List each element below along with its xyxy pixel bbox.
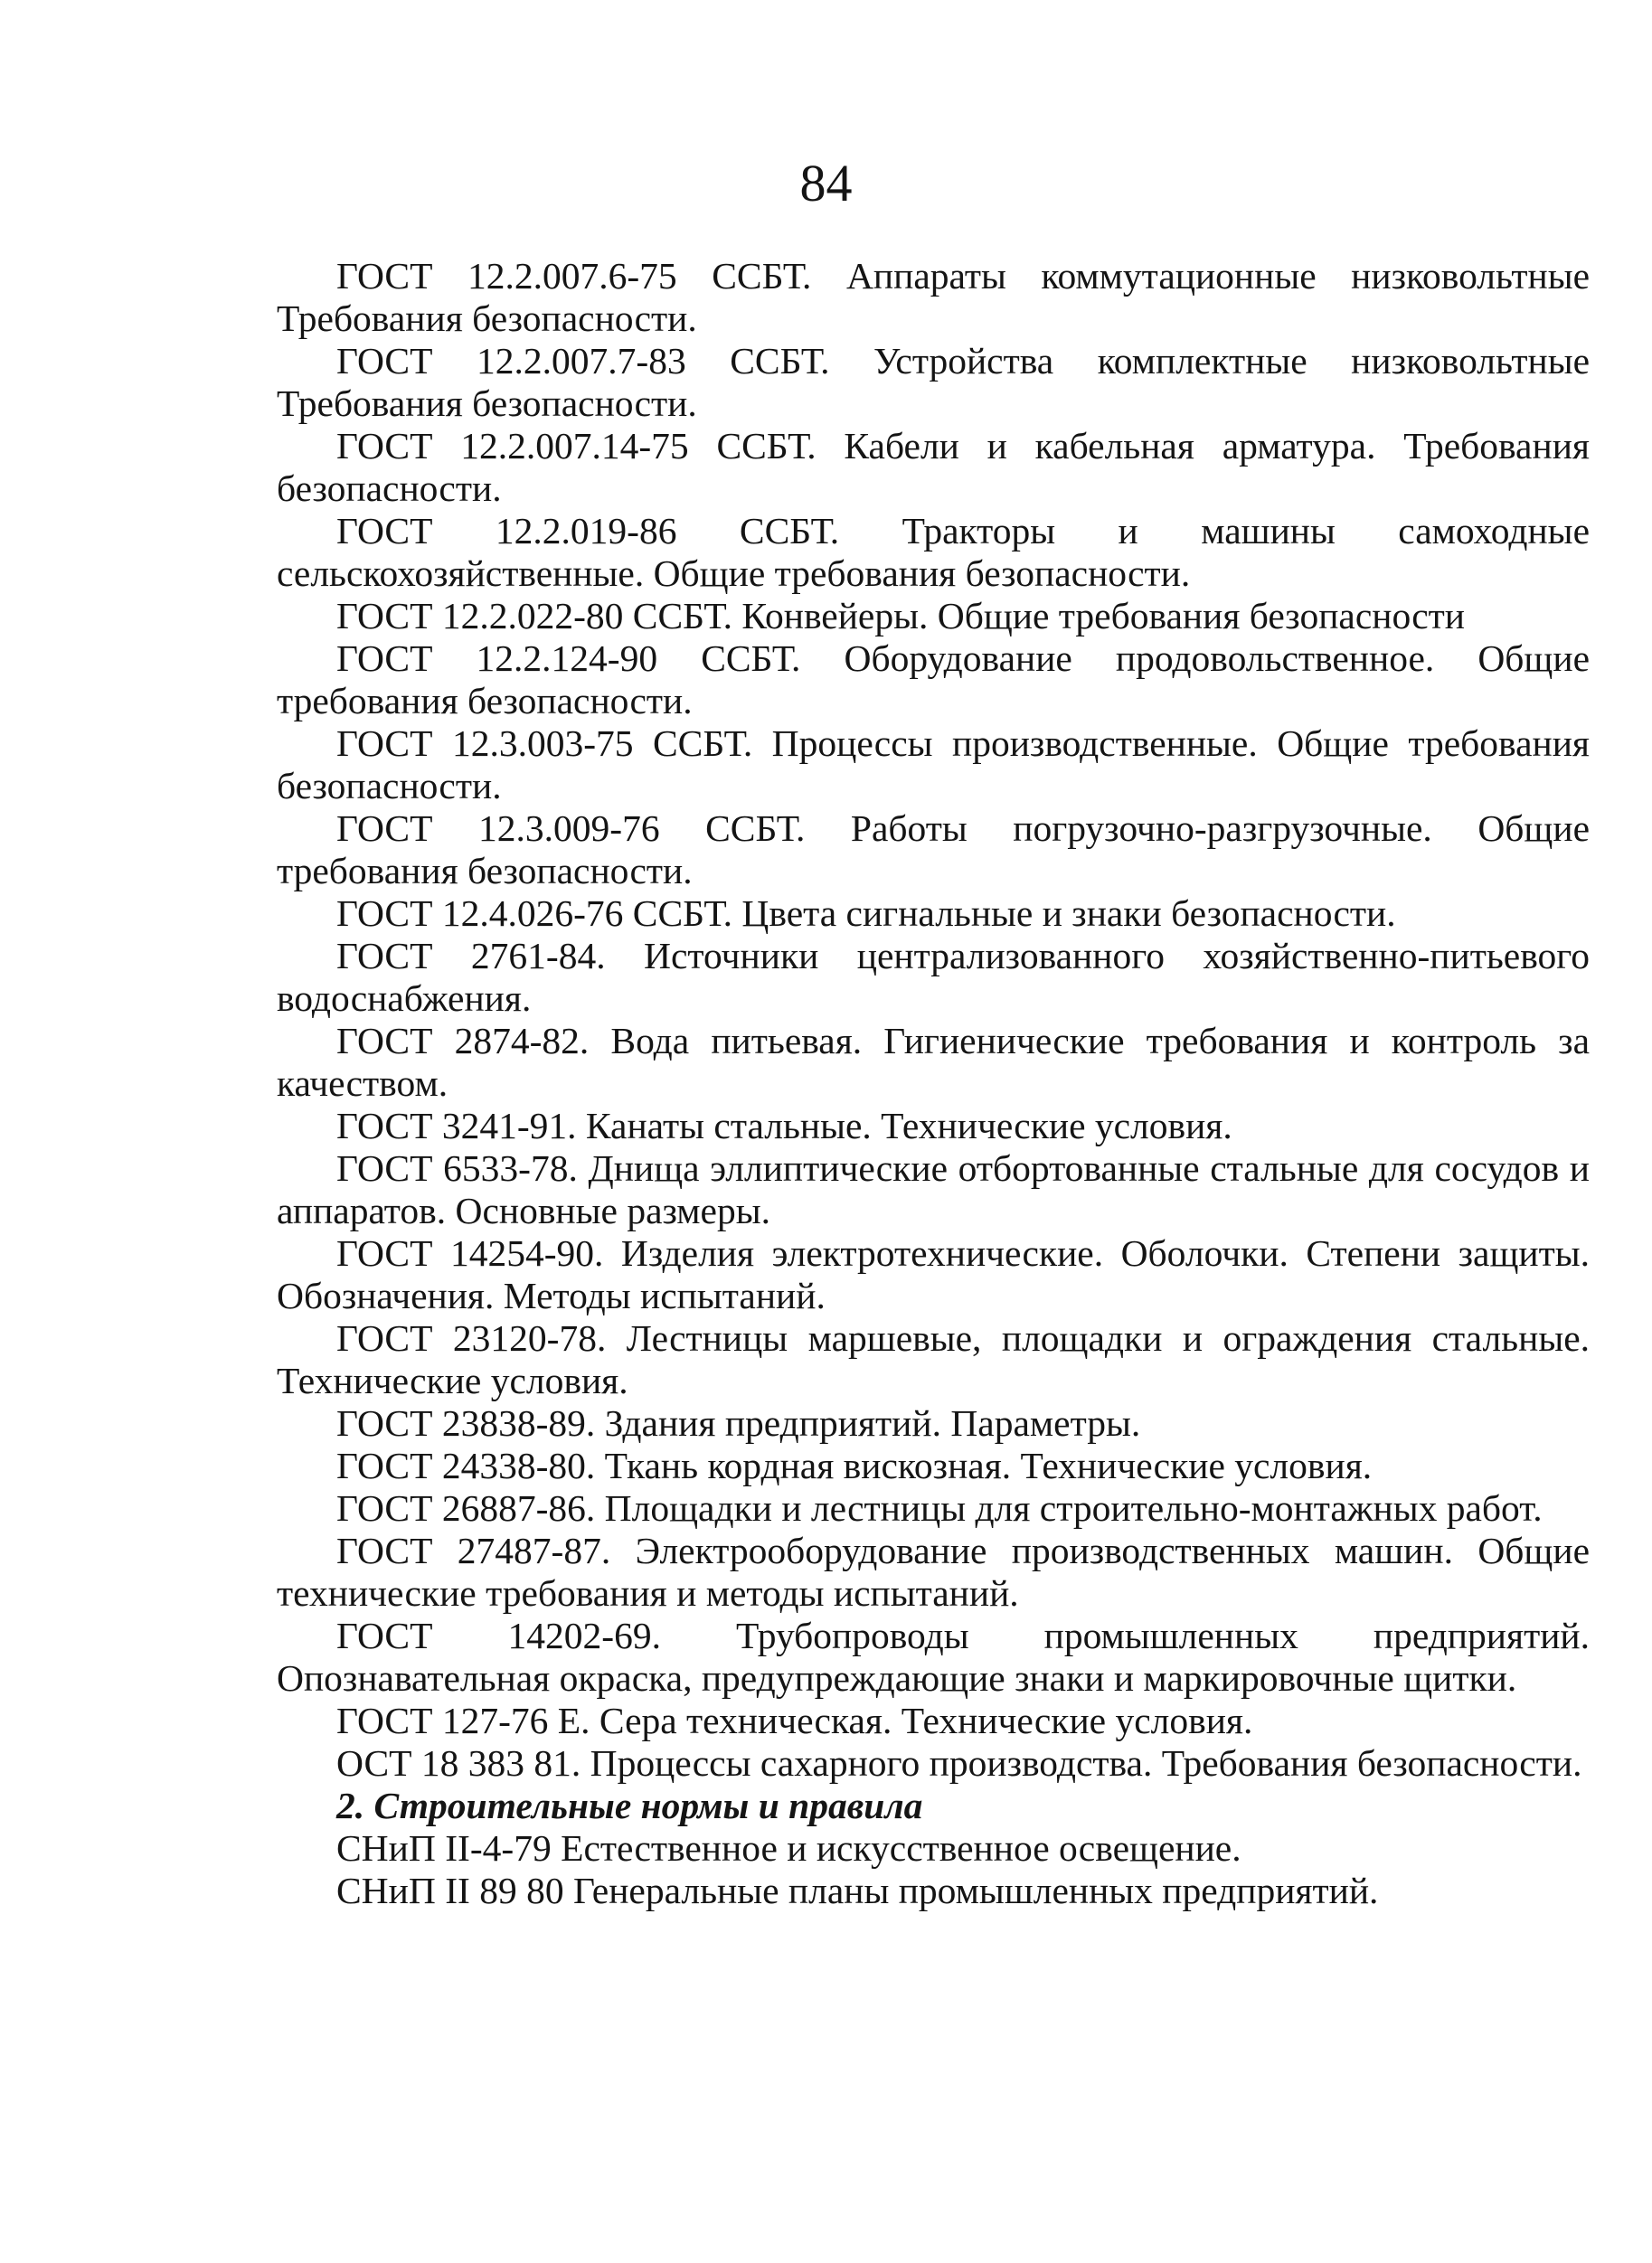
standard-entry: ГОСТ 23838-89. Здания предприятий. Параметры. [336,1402,1141,1444]
standard-entry: ГОСТ 14202-69. Трубопроводы промышленных предприятий. Опознавательная окраска, предупреждающие знаки и маркировочные щитки. [277,1615,1590,1699]
standard-entry: ГОСТ 3241-91. Канаты стальные. Технические условия. [336,1105,1232,1146]
standard-entry: ГОСТ 12.2.007.7-83 ССБТ. Устройства комплектные низковольтные Требования безопасности. [277,340,1590,424]
snip-entry: СНиП II-4-79 Естественное и искусственное освещение. [336,1827,1241,1869]
standard-entry: ГОСТ 12.3.009-76 ССБТ. Работы погрузочно-разгрузочные. Общие требования безопасности. [277,807,1590,891]
standard-entry: ГОСТ 12.2.007.14-75 ССБТ. Кабели и кабельная арматура. Требования безопасности. [277,425,1590,509]
standard-entry: ГОСТ 12.3.003-75 ССБТ. Процессы производственные. Общие требования безопасности. [277,722,1590,806]
standard-entry: ГОСТ 127-76 Е. Сера техническая. Технические условия. [336,1700,1253,1741]
standard-entry: ГОСТ 12.2.007.6-75 ССБТ. Аппараты коммутационные низковольтные Требования безопасности. [277,255,1590,339]
section-heading: 2. Строительные нормы и правила [336,1785,923,1826]
standard-entry: ГОСТ 6533-78. Днища эллиптические отбортованные стальные для сосудов и аппаратов. Основные размеры. [277,1147,1590,1231]
standard-entry: ГОСТ 12.4.026-76 ССБТ. Цвета сигнальные и знаки безопасности. [336,892,1396,934]
standards-list [277,255,1590,1912]
standard-entry: ОСТ 18 383 81. Процессы сахарного производства. Требования безопасности. [336,1742,1582,1784]
standard-entry: ГОСТ 2874-82. Вода питьевая. Гигиенические требования и контроль за качеством. [277,1020,1590,1104]
standard-entry: ГОСТ 26887-86. Площадки и лестницы для строительно-монтажных работ. [336,1487,1543,1529]
standard-entry: ГОСТ 14254-90. Изделия электротехнические. Оболочки. Степени защиты. Обозначения. Методы испытаний. [277,1232,1590,1316]
standard-entry: ГОСТ 12.2.124-90 ССБТ. Оборудование продовольственное. Общие требования безопасности. [277,637,1590,721]
standard-entry: ГОСТ 24338-80. Ткань кордная вискозная. Технические условия. [336,1445,1373,1486]
standard-entry: ГОСТ 27487-87. Электрооборудование производственных машин. Общие технические требования и методы испытаний. [277,1530,1590,1614]
snip-entry: СНиП II 89 80 Генеральные планы промышленных предприятий. [336,1870,1379,1911]
page-number: 84 [799,154,853,212]
standard-entry: ГОСТ 2761-84. Источники централизованного хозяйственно-питьевого водоснабжения. [277,935,1590,1019]
standard-entry: ГОСТ 12.2.022-80 ССБТ. Конвейеры. Общие требования безопасности [336,595,1465,636]
standard-entry: ГОСТ 23120-78. Лестницы маршевые, площадки и ограждения стальные. Технические условия. [277,1317,1590,1401]
standard-entry: ГОСТ 12.2.019-86 ССБТ. Тракторы и машины самоходные сельскохозяйственные. Общие требования безопасности. [277,510,1590,594]
